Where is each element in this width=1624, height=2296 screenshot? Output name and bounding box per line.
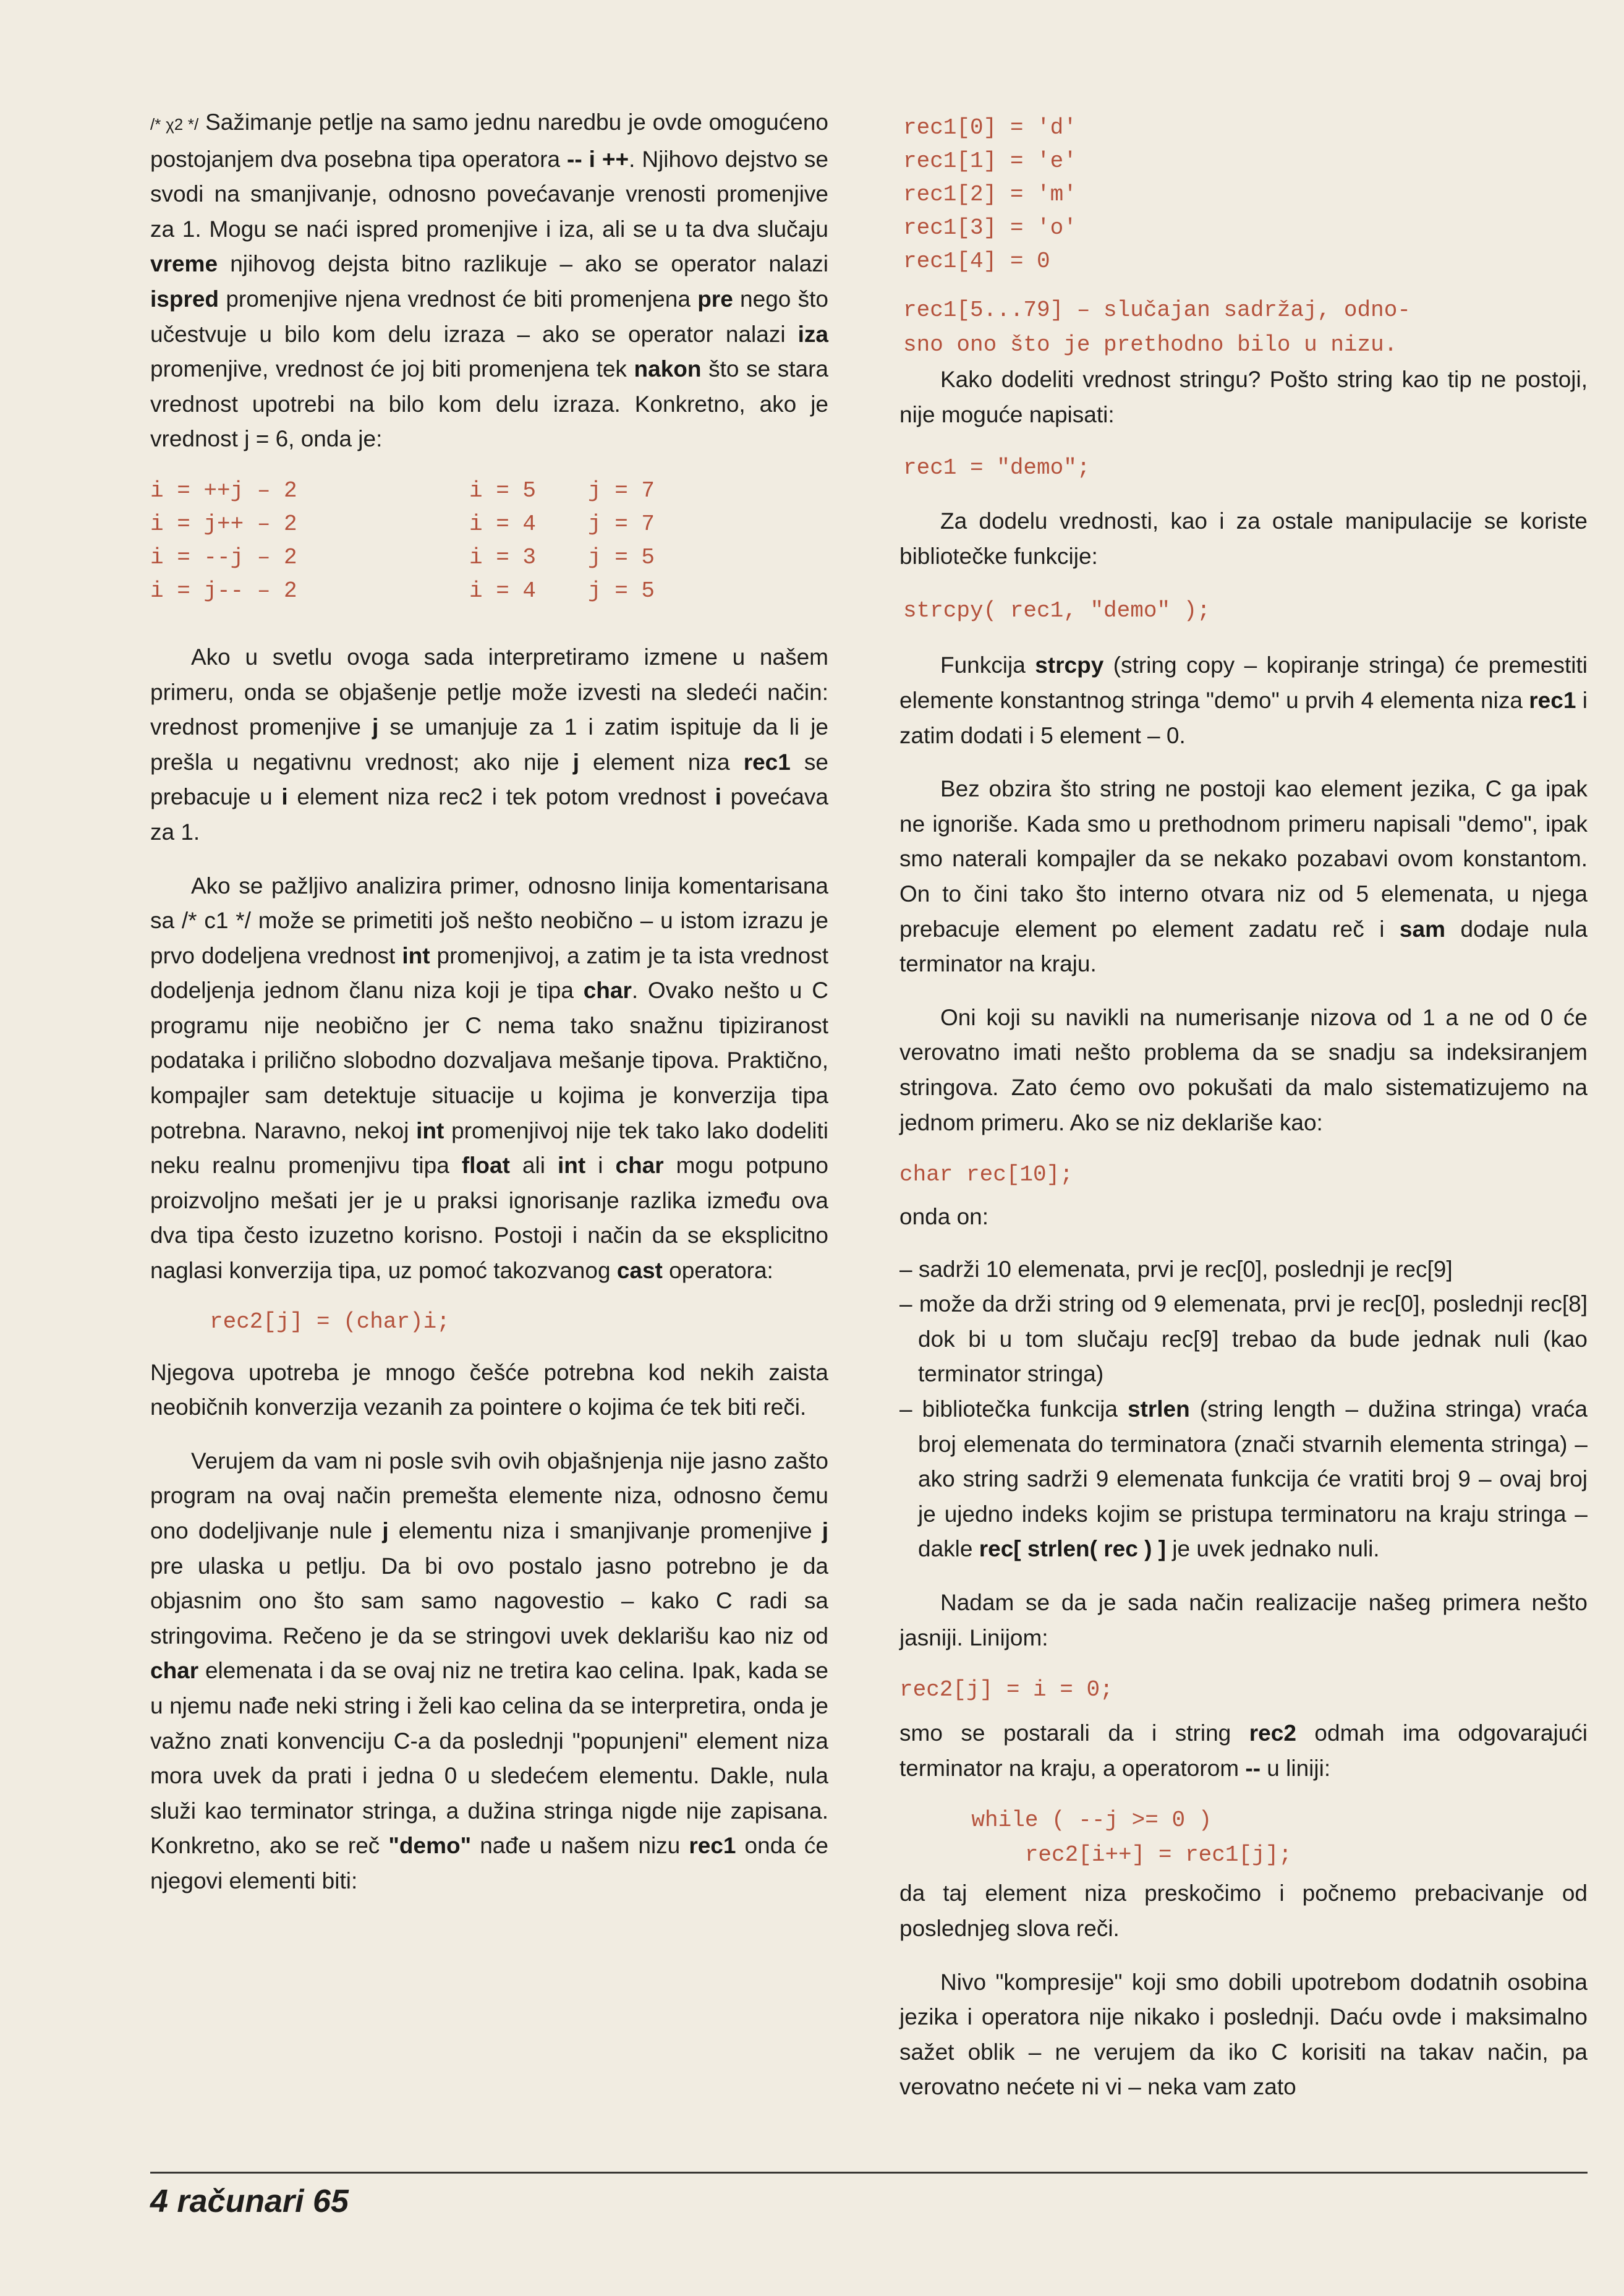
j-value-cell: j = 7 (588, 511, 655, 537)
text-run: je uvek jednako nuli. (1166, 1536, 1380, 1562)
bullet-list (899, 1252, 1588, 1567)
code-line: rec1[2] = 'm' (903, 182, 1077, 207)
text-run: nego što učestvuje u bilo kom delu izraza – ako se operator nalazi (150, 286, 829, 347)
bold-term: rec[ strlen( rec ) ] (979, 1536, 1167, 1562)
paragraph-terminator (899, 1716, 1588, 1786)
bold-term: i (281, 784, 288, 810)
code-invalid-assign: rec1 = "demo"; (903, 455, 1090, 481)
text-run: elemenata i da se ovaj niz ne tretira kao celina. Ipak, kada se u njemu nađe neki string i želi kao celina da se interpretira, onda je važno znati konvenciju C-a da poslednji "popunjeni" element niza mora uvek da prati i jedna 0 u sledećem elementu. Dakle, nula služi kao terminator stringa, a dužina stringa nigde nije zapisana. Konkretno, ako se reč (150, 1658, 828, 1859)
text-run: . Njihovo dejstvo se svodi na smanjivanje, odnosno povećavanje vrenosti promenjive za 1. Mogu se naći ispred promenjive i iza, ali se u ta dva slučaju (150, 146, 828, 242)
text-run: u liniji: (1261, 1755, 1331, 1781)
i-value-cell: i = 4 (469, 511, 537, 537)
paragraph-strcpy (899, 648, 1588, 753)
bold-term: pre (697, 286, 733, 312)
text-run: se umanjuje za 1 i zatim ispituje da li je prešla u negativnu vrednost; ako nije (150, 714, 828, 775)
bold-term: sam (1399, 916, 1445, 942)
text-run: mogu potpuno proizvoljno mešati jer je u praksi ignorisanje razlika između ova dva tipa često izuzetno korisno. Postoji i način da se eksplicitno naglasi konverzija tipa, uz pomoć takozvanog (150, 1153, 829, 1284)
bold-term: j (372, 714, 379, 740)
text-run: operatora: (662, 1258, 773, 1284)
code-line: rec1[1] = 'e' (903, 148, 1077, 174)
bold-term: int (416, 1117, 444, 1143)
paragraph-increment-operators (150, 105, 828, 457)
code-while-loop: while ( --j >= 0 ) rec2[i++] = rec1[j]; (971, 1807, 1292, 1868)
bold-term: rec2 (1249, 1720, 1296, 1746)
text-run: smo se postarali da i string (899, 1720, 1249, 1746)
expr-cell: i = j++ – 2 (150, 511, 297, 537)
bold-term: char (615, 1153, 664, 1179)
code-rec1-elements (903, 111, 1588, 278)
text-run: nađe u našem nizu (471, 1833, 689, 1859)
text-run: promenjivoj nije tek tako lako dodeliti neku realnu promenjivu tipa (150, 1117, 828, 1179)
text-run: Sažimanje petlje na samo jednu naredbu je ovde omogućeno postojanjem dva posebna tipa operatora (150, 109, 828, 172)
bold-term: vreme (150, 251, 218, 277)
code-line: rec1[0] = 'd' (903, 115, 1077, 140)
list-item (899, 1392, 1588, 1567)
text-run: što se stara vrednost upotrebi na bilo kom delu izraza. Konkretno, ako je vrednost j = 6, onda je: (150, 356, 829, 452)
bold-term: rec1 (1529, 687, 1576, 713)
list-item: – sadrži 10 elemenata, prvi je rec[0], poslednji je rec[9] (899, 1256, 1453, 1282)
bold-term: nakon (634, 356, 702, 382)
code-line: rec1[4] = 0 (903, 249, 1050, 274)
paragraph-indexing: Oni koji su navikli na numerisanje nizova od 1 a ne od 0 će verovatno imati nešto problema da se snadju sa indeksiranjem stringova. Zato ćemo ovo pokušati da malo sistematizujemo na jednom primeru. Ako se niz deklariše kao: (899, 1004, 1588, 1135)
bold-term: -- (1245, 1755, 1261, 1781)
bold-term: i (715, 784, 721, 810)
text-run: onda će njegovi elementi biti: (150, 1833, 829, 1893)
text-run: Bez obzira što string ne postoji kao element jezika, C ga ipak ne ignoriše. Kada smo u prethodnom primeru napisali "demo", ipak smo naterali kompajler da se nekako pozabavi ovom konstantom. On to čini tako što interno otvara niz od 5 elemenata, u njega prebacuje element po element zadatu reč i (899, 776, 1588, 942)
j-value-cell: j = 5 (588, 578, 655, 604)
bold-term: char (583, 978, 632, 1004)
bold-term: strcpy (1035, 652, 1104, 678)
text-run: elementu niza i smanjivanje promenjive (388, 1518, 822, 1543)
text-run: i (585, 1153, 616, 1179)
bold-term: j (382, 1518, 389, 1543)
i-value-cell: i = 5 (469, 477, 537, 503)
bold-term: j (572, 749, 579, 775)
text-run: promenjive, vrednost će joj biti promenjena tek (150, 356, 634, 382)
bold-term: ispred (150, 286, 219, 312)
page-number: 65 (313, 2183, 349, 2219)
paragraph-skip-element: da taj element niza preskočimo i počnemo prebacivanje od poslednjeg slova reči. (899, 1880, 1588, 1941)
text-run: . Ovako nešto u C programu nije neobično jer C nema tako snažnu tipiziranost podataka i prilično slobodno dozvaljava mešanje tipova. Praktično, kompajler sam detektuje situacije u kojima je konverzija tipa potrebna. Naravno, nekoj (150, 978, 828, 1143)
paragraph-compression: Nivo "kompresije" koji smo dobili upotrebom dodatnih osobina jezika i operatora nije nikako i poslednji. Daću ovde i maksimalno sažet oblik – ne verujem da iko C korisiti na takav način, pa verovatno nećete ni vi – neka vam zato (899, 1969, 1588, 2100)
footer-divider (150, 2172, 1588, 2174)
paragraph-strings (150, 1444, 828, 1899)
code-line: rec1[3] = 'o' (903, 215, 1077, 241)
j-value-cell: j = 5 (588, 544, 655, 570)
text-run: njihovog dejsta bitno razlikuje – ako se operator nalazi (218, 251, 828, 277)
bold-term: "demo" (388, 1833, 472, 1859)
paragraph-string-constant (899, 772, 1588, 982)
text-run: odmah ima odgovarajući terminator na kraju, a operatorom (899, 1720, 1588, 1781)
text-run: – bibliotečka funkcija (899, 1396, 1128, 1422)
paragraph-assign-string: Kako dodeliti vrednost stringu? Pošto string kao tip ne postoji, nije moguće napisati: (899, 367, 1588, 427)
paragraph-realization: Nadam se da je sada način realizacije našeg primera nešto jasniji. Linijom: (899, 1590, 1588, 1650)
bold-term: -- i ++ (567, 146, 629, 172)
code-random-content: rec1[5...79] – slučajan sadržaj, odno- sno ono što je prethodno bilo u nizu. (903, 297, 1411, 357)
paragraph-loop-explanation (150, 640, 828, 850)
text-run: ali (509, 1153, 558, 1179)
text-run: Ako se pažljivo analizira primer, odnosno linija komentarisana sa /* c1 */ može se primetiti još nešto neobično – u istom izrazu je prvo dodeljena vrednost (150, 873, 828, 968)
bold-term: rec1 (743, 749, 791, 775)
code-strcpy: strcpy( rec1, "demo" ); (903, 598, 1210, 624)
expr-cell: i = ++j – 2 (150, 477, 297, 503)
text-run: element niza (579, 749, 744, 775)
paragraph-onda-on: onda on: (899, 1204, 989, 1230)
code-terminator-assign: rec2[j] = i = 0; (899, 1677, 1113, 1703)
expr-cell: i = --j – 2 (150, 544, 297, 570)
comment-marker: /* χ2 */ (150, 115, 199, 134)
text-run: promenjive njena vrednost će biti promenjena (219, 286, 698, 312)
text-run: se prebacuje u (150, 749, 828, 810)
bold-term: float (461, 1153, 510, 1179)
text-run: Funkcija (940, 652, 1035, 678)
operator-example-table (150, 474, 828, 608)
text-run: i zatim dodati i 5 element – 0. (899, 687, 1588, 748)
i-value-cell: i = 4 (469, 578, 537, 604)
bold-term: iza (797, 321, 828, 347)
right-column (899, 105, 1588, 2105)
bold-term: strlen (1127, 1396, 1190, 1422)
text-run: dodaje nula terminator na kraju. (899, 916, 1588, 977)
paragraph-library-functions: Za dodelu vrednosti, kao i za ostale manipulacije se koriste bibliotečke funkcije: (899, 508, 1588, 569)
paragraph-type-conversion (150, 869, 828, 1289)
left-column (150, 105, 828, 1899)
bold-term: cast (616, 1258, 663, 1284)
text-run: element niza rec2 i tek potom vrednost (287, 784, 715, 810)
text-run: Verujem da vam ni posle svih ovih objašnjenja nije jasno zašto program na ovaj način premešta elemente niza, odnosno čemu ono dodeljivanje nule (150, 1448, 828, 1543)
bold-term: rec1 (689, 1833, 736, 1859)
text-run: (string length – dužina stringa) vraća broj elemenata do terminatora (znači stvarnih elementa stringa) – ako string sadrži 9 elemenata funkcija će vratiti broj 9 – ovaj broj je ujedno indeks kojim se pristupa terminatoru na kraju stringa – dakle (918, 1396, 1588, 1562)
magazine-name: računari (177, 2183, 304, 2219)
bold-term: int (402, 942, 430, 968)
page-footer (150, 2183, 349, 2220)
issue-number: 4 (150, 2183, 168, 2219)
paragraph-cast-usage: Njegova upotreba je mnogo češće potrebna kod nekih zaista neobičnih konverzija vezanih za pointere o kojima će tek biti reči. (150, 1359, 828, 1420)
j-value-cell: j = 7 (588, 477, 655, 503)
i-value-cell: i = 3 (469, 544, 537, 570)
bold-term: j (822, 1518, 829, 1543)
bold-term: char (150, 1658, 199, 1684)
text-run: povećava za 1. (150, 784, 828, 845)
code-char-declaration: char rec[10]; (899, 1162, 1073, 1188)
list-item: – može da drži string od 9 elemenata, prvi je rec[0], poslednji rec[8] dok bi u tom slučaju rec[9] trebao da bude jednak nuli (kao terminator stringa) (899, 1291, 1588, 1387)
text-run: Ako u svetlu ovoga sada interpretiramo izmene u našem primeru, onda se objašenje petlje može izvesti na sledeći način: vrednost promenjive (150, 644, 828, 740)
bold-term: int (558, 1153, 586, 1179)
text-run: promenjivoj, a zatim je ta ista vrednost dodeljenja jednom članu niza koji je tipa (150, 942, 828, 1004)
code-cast-example: rec2[j] = (char)i; (210, 1308, 450, 1334)
expr-cell: i = j-- – 2 (150, 578, 297, 604)
text-run: (string copy – kopiranje stringa) će premestiti elemente konstantnog stringa "demo" u prvih 4 elementa niza (899, 652, 1588, 713)
text-run: pre ulaska u petlju. Da bi ovo postalo jasno potrebno je da objasnim ono što sam samo nagovestio – kako C radi sa stringovima. Rečeno je da se stringovi uvek deklarišu kao niz od (150, 1553, 828, 1649)
